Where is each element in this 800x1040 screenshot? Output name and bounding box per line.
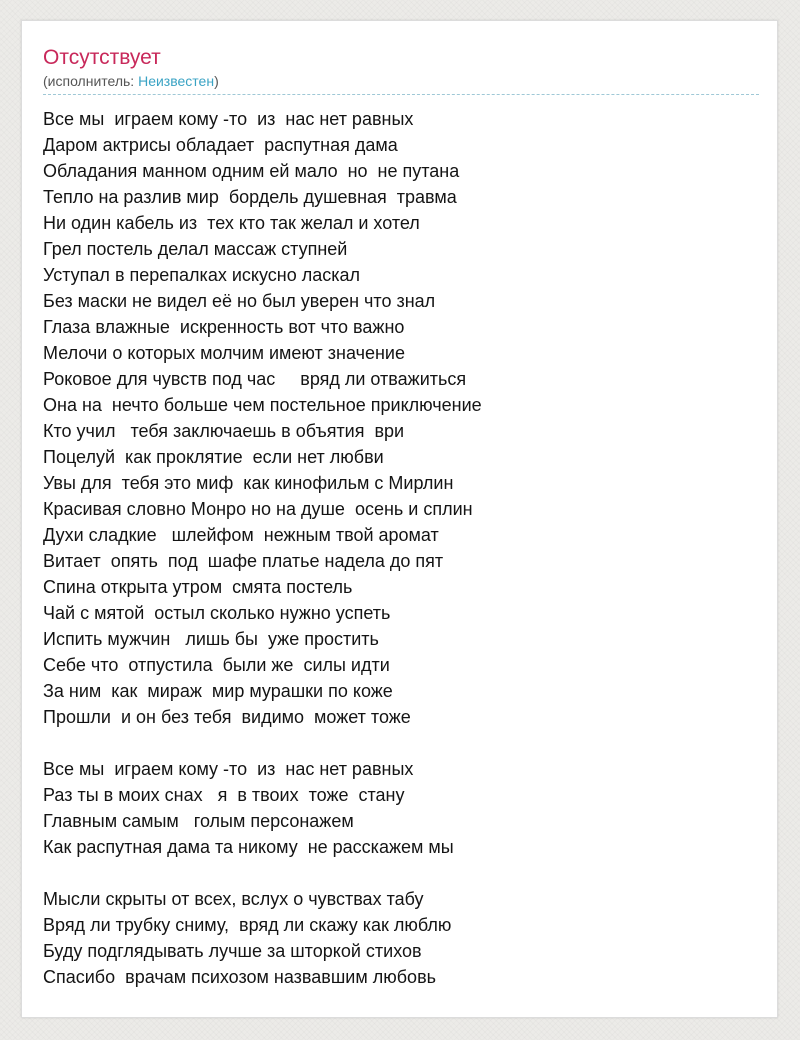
lyric-line: Роковое для чувств под час вряд ли отважиться	[43, 369, 467, 389]
lyric-line: Спасибо врачам психозом назвавшим любовь	[43, 967, 437, 987]
lyrics-stanza	[43, 756, 763, 860]
lyric-line: Грел постель делал массаж ступней	[43, 239, 348, 259]
lyric-line: Она на нечто больше чем постельное приключение	[43, 395, 482, 415]
lyric-line: Без маски не видел её но был уверен что знал	[43, 291, 436, 311]
lyric-line: Вряд ли трубку сниму, вряд ли скажу как люблю	[43, 915, 452, 935]
lyric-line: Уступал в перепалках искусно ласкал	[43, 265, 361, 285]
lyric-line: Глаза влажные искренность вот что важно	[43, 317, 405, 337]
artist-prefix: (исполнитель:	[43, 73, 139, 89]
lyric-line: Поцелуй как проклятие если нет любви	[43, 447, 384, 467]
lyric-line: Красивая словно Монро но на душе осень и сплин	[43, 499, 473, 519]
lyrics-card	[21, 20, 778, 1018]
lyric-line: Буду подглядывать лучше за шторкой стихов	[43, 941, 422, 961]
lyric-line: Обладания манном одним ей мало но не путана	[43, 161, 460, 181]
lyric-line: Все мы играем кому -то из нас нет равных	[43, 109, 414, 129]
lyric-line: Мелочи о которых молчим имеют значение	[43, 343, 405, 363]
lyric-line: Витает опять под шафе платье надела до пят	[43, 551, 444, 571]
lyric-line: Кто учил тебя заключаешь в объятия ври	[43, 421, 405, 441]
lyrics-stanza	[43, 106, 763, 730]
lyric-line: Спина открыта утром смята постель	[43, 577, 353, 597]
artist-link[interactable]: Неизвестен	[138, 73, 215, 89]
title-divider	[43, 94, 759, 95]
artist-suffix: )	[214, 73, 219, 89]
lyric-line: Как распутная дама та никому не расскажем мы	[43, 837, 454, 857]
lyric-line: За ним как мираж мир мурашки по коже	[43, 681, 393, 701]
lyric-line: Все мы играем кому -то из нас нет равных	[43, 759, 414, 779]
lyric-line: Ни один кабель из тех кто так желал и хотел	[43, 213, 420, 233]
lyric-line: Мысли скрыты от всех, вслух о чувствах табу	[43, 889, 424, 909]
song-title: Отсутствует	[43, 46, 161, 69]
lyric-line: Тепло на разлив мир бордель душевная травма	[43, 187, 457, 207]
artist-line	[43, 73, 219, 90]
lyric-line: Себе что отпустила были же силы идти	[43, 655, 390, 675]
lyrics-body	[43, 106, 763, 1016]
lyric-line: Увы для тебя это миф как кинофильм с Мирлин	[43, 473, 454, 493]
lyric-line: Испить мужчин лишь бы уже простить	[43, 629, 379, 649]
lyric-line: Чай с мятой остыл сколько нужно успеть	[43, 603, 391, 623]
lyric-line: Духи сладкие шлейфом нежным твой аромат	[43, 525, 439, 545]
lyric-line: Раз ты в моих снах я в твоих тоже стану	[43, 785, 405, 805]
lyric-line: Главным самым голым персонажем	[43, 811, 354, 831]
lyric-line: Прошли и он без тебя видимо может тоже	[43, 707, 411, 727]
lyrics-stanza	[43, 886, 763, 990]
lyric-line: Даром актрисы обладает распутная дама	[43, 135, 398, 155]
